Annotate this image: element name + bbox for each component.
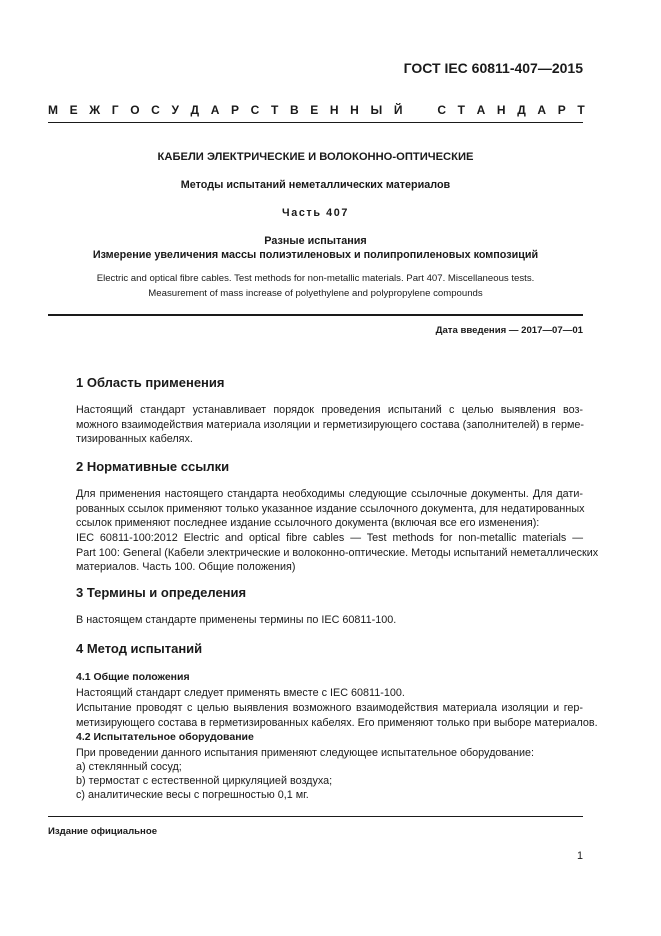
- introduction-date: Дата введения — 2017—07—01: [435, 325, 583, 336]
- subsection-4-2-heading: 4.2 Испытательное оборудование: [76, 731, 254, 743]
- banner-letter: Г: [111, 103, 119, 117]
- section-2-heading: 2 Нормативные ссылки: [76, 459, 230, 474]
- misc-title-line-2: Измерение увеличения массы полиэтиленовых и полипропиленовых композиций: [92, 249, 539, 261]
- text-line: Испытание проводят с целью выявления возможного взаимодействия материала изоляции и гер-: [76, 702, 583, 714]
- banner-letter: С: [437, 103, 447, 117]
- banner-letter: Т: [577, 103, 585, 117]
- standard-number: ГОСТ IEC 60811-407—2015: [403, 60, 583, 76]
- section-2-text: [76, 487, 599, 575]
- english-title-line-1: Electric and optical fibre cables. Test methods for non-metallic materials. Part 407. Miscellaneous tests.: [96, 273, 535, 284]
- page-number: 1: [576, 850, 583, 862]
- banner-letter: М: [48, 103, 58, 117]
- banner-letter: Е: [69, 103, 78, 117]
- equipment-item: b) термостат с естественной циркуляцией воздуха;: [76, 775, 333, 787]
- section-1-heading: 1 Область применения: [76, 375, 225, 390]
- banner-letter: Н: [350, 103, 359, 117]
- title-rule-bottom: [48, 314, 583, 316]
- reference-line: материалов. Часть 100. Общие положения): [76, 561, 296, 574]
- document-subtitle: Методы испытаний неметаллических материалов: [180, 179, 451, 191]
- banner-letter: Д: [517, 103, 526, 117]
- banner-letter: А: [210, 103, 220, 117]
- header-rule-top: [48, 122, 583, 123]
- text-line: можного взаимодействия материала изоляции и герметизирующего состава (заполнителей) в герме-: [76, 418, 584, 431]
- section-4-heading: 4 Метод испытаний: [76, 641, 203, 656]
- equipment-item: c) аналитические весы с погрешностью 0,1 мг.: [76, 789, 309, 801]
- text-line: ссылок применяют последнее издание ссылочного документа (включая все его изменения):: [76, 517, 540, 530]
- banner-letter: Р: [557, 103, 566, 117]
- banner-letter: А: [537, 103, 547, 117]
- text-line: Для применения настоящего стандарта необходимы следующие ссылочные документы. Для дати-: [76, 488, 583, 500]
- document-title: КАБЕЛИ ЭЛЕКТРИЧЕСКИЕ И ВОЛОКОННО-ОПТИЧЕСКИЕ: [157, 151, 474, 163]
- banner-letter: У: [171, 103, 179, 117]
- subsection-4-2-intro: При проведении данного испытания применяют следующее испытательное оборудование:: [76, 747, 534, 759]
- official-edition-label: Издание официальное: [48, 826, 158, 837]
- banner-letter: А: [476, 103, 486, 117]
- reference-line: Part 100: General (Кабели электрические и волоконно-оптические. Методы испытаний неметаллических: [76, 546, 599, 559]
- subsection-4-1-heading: 4.1 Общие положения: [76, 671, 190, 683]
- banner-letter: Е: [310, 103, 319, 117]
- english-title: [48, 272, 583, 301]
- text-line: тизированных кабелях.: [76, 433, 193, 446]
- banner-letter: Н: [496, 103, 506, 117]
- document-misc-title: [48, 234, 583, 262]
- section-3-heading: 3 Термины и определения: [76, 585, 247, 600]
- text-line: рованных ссылок применяют только указанное издание ссылочного документа, для недатированных: [76, 502, 585, 515]
- banner-letter: С: [250, 103, 260, 117]
- text-line: Настоящий стандарт устанавливает порядок проведения испытаний с целью выявления воз-: [76, 404, 583, 416]
- banner-letter: С: [151, 103, 160, 117]
- text-line: метизирующего состава в герметизированных кабелях. Его применяют только при выборе материалов.: [76, 716, 598, 729]
- banner-letter: Т: [270, 103, 279, 117]
- misc-title-line-1: Разные испытания: [264, 235, 367, 247]
- subsection-4-1-text: Настоящий стандарт следует применять вместе с IEC 60811-100.: [76, 687, 405, 699]
- section-1-text: [76, 403, 583, 447]
- banner-letter: Н: [329, 103, 339, 117]
- banner-letter: О: [130, 103, 140, 117]
- banner-letter: В: [289, 103, 299, 117]
- footer-rule: [48, 816, 583, 817]
- banner-letter: Ы: [370, 103, 383, 117]
- section-3-text: В настоящем стандарте применены термины по IEC 60811-100.: [76, 614, 397, 626]
- banner-letter: Д: [190, 103, 200, 117]
- interstate-standard-banner: [48, 103, 585, 117]
- banner-letter: Ж: [89, 103, 101, 117]
- subsection-4-1-paragraph: [76, 701, 598, 730]
- english-title-line-2: Measurement of mass increase of polyethylene and polypropylene compounds: [148, 287, 483, 299]
- document-part: Часть 407: [282, 207, 349, 219]
- banner-letter: Т: [457, 103, 465, 117]
- reference-line: IEC 60811-100:2012 Electric and optical fibre cables — Test methods for non-metallic materials —: [76, 532, 583, 545]
- equipment-item: a) стеклянный сосуд;: [76, 761, 182, 773]
- banner-letter: Й: [393, 103, 403, 117]
- banner-letter: Р: [231, 103, 240, 117]
